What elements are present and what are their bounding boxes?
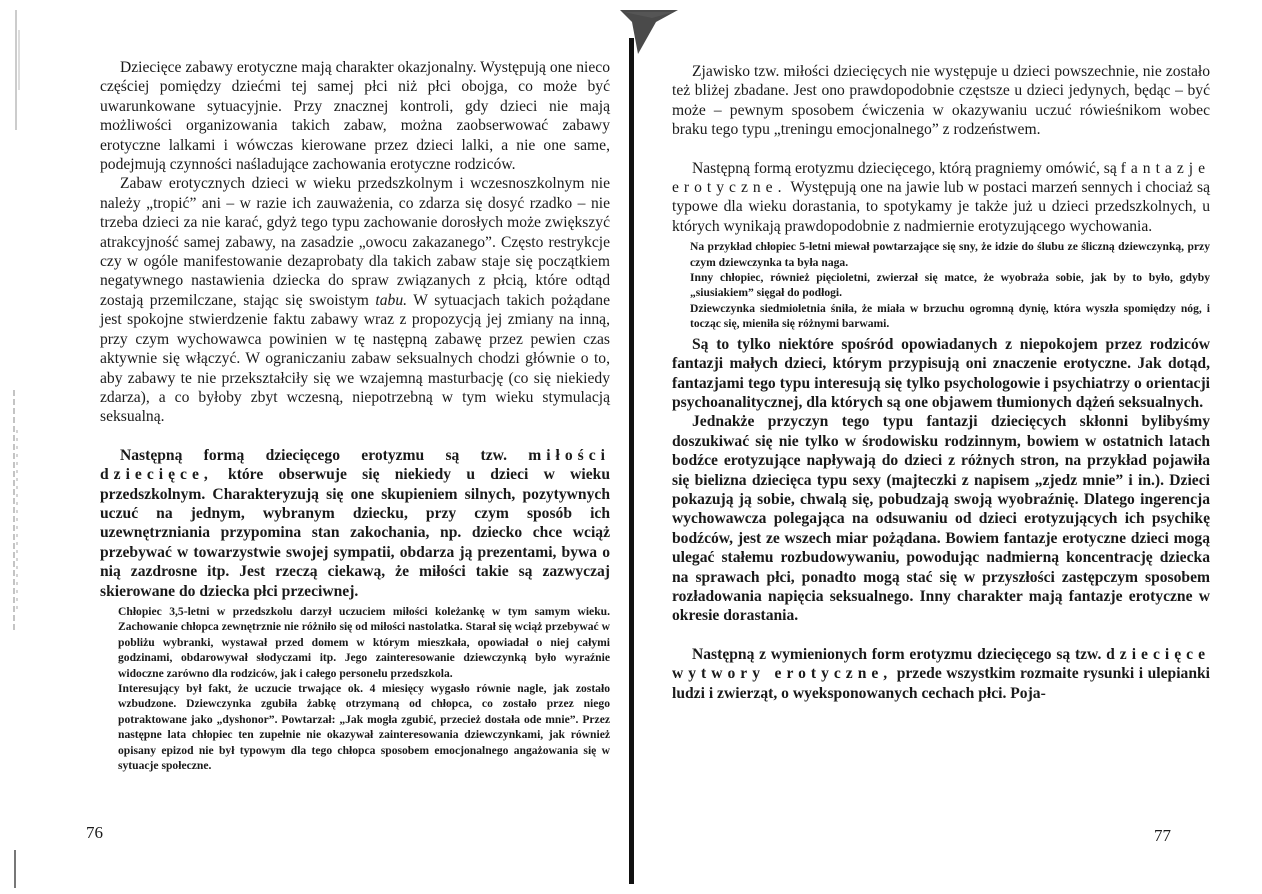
example-block	[690, 239, 1210, 331]
paragraph-part: W sytuacjach takich pożądane jest spokojne stwierdzenie faktu zabawy wraz z propozycją jej zmiany na inną, przy czym wychowawca powinien w tę następną zabawę przez pewien czas aktywnie się włączyć. W ograniczaniu zabaw seksualnych chodzi głównie o to, aby zabawy te nie przekształciły się we wzajemną masturbację (co się niekiedy zdarza), a co byłoby zbyt wczesną, niepotrzebną w tym wieku stymulacją seksualną.	[100, 291, 610, 426]
paragraph-part: Następną z wymienionych form erotyzmu dziecięcego są tzw.	[692, 645, 1107, 663]
example-note: Dziewczynka siedmioletnia śniła, że miała w brzuchu ogromną dynię, która wyszła spomiędzy nóg, i tocząc się, mieniła się różnymi barwami.	[690, 301, 1210, 331]
paragraph	[100, 174, 610, 426]
page-gutter	[629, 38, 634, 884]
example-block	[118, 604, 610, 773]
spaced-term: dziecięce wytwory erotyczne,	[672, 645, 1210, 683]
paragraph-part: Następną formą dziecięcego erotyzmu są tzw.	[120, 446, 529, 464]
paragraph	[672, 159, 1210, 237]
left-column	[100, 58, 610, 773]
paragraph-part: które obserwuje się niekiedy u dzieci w wieku przedszkolnym. Charakteryzują się one skupieniem silnych, pozytywnych uczuć na jednym, wybranym dziecku, przy czym sposób ich uzewnętrzniania przypomina stan zakochania, np. dziecko chce wciąż przebywać w towarzystwie swojej sympatii, obdarza ją prezentami, bywa o nią zazdrosne itp. Jest rzeczą ciekawą, że miłości takie są zazwyczaj skierowane do dziecka płci przeciwnej.	[100, 466, 610, 600]
paragraph: Są to tylko niektóre spośród opowiadanych z niepokojem przez rodziców fantazji małych dzieci, którym przypisują oni znaczenie erotyczne. Jak dotąd, fantazjami tego typu interesują się tylko psychologowie i psychiatrzy o orientacji psychoanalitycznej, dla których są one objawem tłumionych dążeń seksualnych.	[672, 335, 1210, 411]
left-page	[0, 0, 628, 894]
paragraph: Jednakże przyczyn tego typu fantazji dziecięcych skłonni bylibyśmy doszukiwać się nie tylko w środowisku rodzinnym, bowiem w ostatnich latach bodźce erotyzujące napływają do dzieci z różnych stron, na przykład pojawiła się bielizna dziecięca typu sexy (majteczki z napisem „zjedz mnie” i in.). Dzieci pokazują ją sobie, chwalą się, pobudzają swoją wyobraźnię. Dlatego ingerencja wychowawcza polegająca na odsuwaniu od dzieci erotyzujących ich psychikę bodźców, jest ze wszech miar pożądana. Bowiem fantazje erotyczne dzieci mogą ulegać stałemu rozbudowywaniu, powodując nadmierną koncentrację dziecka na sprawach płci, ponadto mogą stać się w przyszłości zastępczym sposobem rozładowania napięcia seksualnego. Inny charakter mają fantazje erotyczne w okresie dorastania.	[672, 413, 1210, 625]
paragraph	[672, 645, 1210, 703]
paragraph-part: Występują one na jawie lub w postaci marzeń sennych i chociaż są typowe dla wieku dorastania, to spotykamy je także już u dzieci przedszkolnych, u których wynikają prawdopodobnie z nadmiernie erotyzującego wychowania.	[672, 179, 1210, 235]
paragraph-part: Zabaw erotycznych dzieci w wieku przedszkolnym i wczesnoszkolnym nie należy „tropić” ani – w razie ich zauważenia, co zdarza się dosyć rzadko – nie trzeba dzieci za nie karać, gdyż tego typu zachowanie dorosłych może zwiększyć atrakcyjność samej zabawy, na zasadzie „owocu zakazanego”. Często restrykcje czy w ogóle manifestowanie dezaprobaty dla takich zabaw staje się początkiem negatywnego nastawienia dziecka do spraw związanych z płcią, które odtąd zostają przemilczane, stając się swoistym	[100, 175, 610, 309]
page-number: 77	[1154, 826, 1171, 845]
right-column	[672, 62, 1210, 703]
right-page	[636, 0, 1262, 894]
page-number: 76	[86, 823, 103, 842]
italic-term: tabu.	[375, 291, 408, 309]
example-note: Na przykład chłopiec 5-letni miewał powtarzające się sny, że idzie do ślubu ze śliczną dziewczynką, przy czym dziewczynka ta była naga.	[690, 240, 1210, 269]
paragraph: Dziecięce zabawy erotyczne mają charakter okazjonalny. Występują one nieco częściej pomiędzy dziećmi tej samej płci niż płci obojga, co może być uwarunkowane sytuacyjnie. Przy znacznej kontroli, gdy dzieci nie mają możliwości organizowania takich zabaw, można zaobserwować zabawy erotyczne lalkami i wówczas kierowane przez dzieci lalki, a nie one same, podejmują czynności naśladujące zachowania erotyczne rodziców.	[100, 59, 611, 174]
example-note: Interesujący był fakt, że uczucie trwające ok. 4 miesięcy wygasło równie nagle, jak zostało wzbudzone. Dziewczynka zgubiła żabkę otrzymaną od chłopca, co zostało przez niego potraktowane jako „dyshonor”. Powtarzał: „Jak mogła zgubić, przecież dostała ode mnie”. Przez następne lata chłopiec ten zupełnie nie okazywał zainteresowania dziewczynkami, jak również opisany epizod nie był typowym dla tego chłopca sposobem emocjonalnego angażowania się w sytuacje społeczne.	[118, 682, 610, 773]
paragraph-part: przede wszystkim rozmaite rysunki i ulepianki ludzi i zwierząt, o wyeksponowanych cechach płci. Poja-	[672, 665, 1210, 702]
spaced-term: miłości dziecięce,	[100, 446, 610, 484]
paragraph	[100, 446, 610, 601]
paragraph: Zjawisko tzw. miłości dziecięcych nie występuje u dzieci powszechnie, nie zostało też bliżej zbadane. Jest ono prawdopodobnie częstsze u dzieci jedynych, będąc – być może – pewnym sposobem ćwiczenia w okazywaniu uczuć rówieśnikom wobec braku tego typu „treningu emocjonalnego” z rodzeństwem.	[672, 63, 1210, 139]
example-note: Inny chłopiec, również pięcioletni, zwierzał się matce, że wyobraża sobie, jak by to było, gdyby „siusiakiem” sięgał do podłogi.	[690, 271, 1210, 300]
paragraph-part: Następną formą erotyzmu dziecięcego, którą pragniemy omówić, są	[692, 159, 1121, 177]
example-note: Chłopiec 3,5-letni w przedszkolu darzył uczuciem miłości koleżankę w tym samym wieku. Zachowanie chłopca zewnętrznie nie różniło się od miłości nastolatka. Starał się wciąż przebywać w pobliżu wybranki, wystawał przed domem w którym mieszkała, opowiadał o niej całymi godzinami, obdarowywał słodyczami itp. Jego zainteresowanie dziewczynką było wyraźnie widoczne zarówno dla rodziców, jak i całego personelu przedszkola.	[118, 604, 610, 680]
spaced-term: fantazje erotyczne.	[672, 159, 1211, 197]
